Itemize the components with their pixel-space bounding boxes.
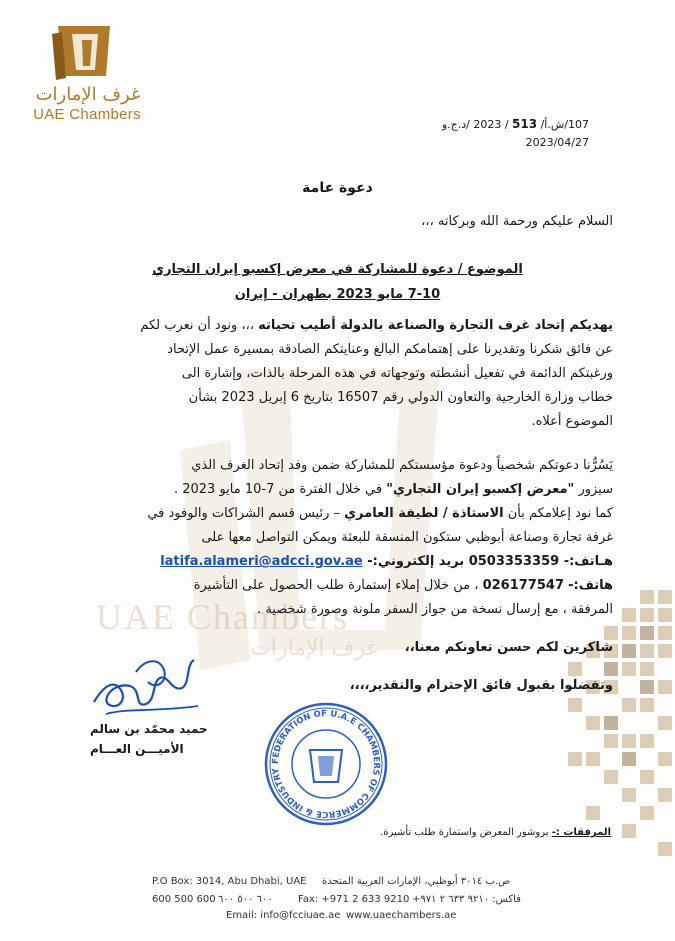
paragraph-1-line-4: خطاب وزارة الخارجية والتعاون الدولي رقم 16507 بتاريخ 6 إبريل 2023 بشأن bbox=[188, 390, 613, 405]
signer-name: حميد محمّد بن سالم bbox=[90, 722, 208, 736]
thanks-line: شاكرين لكم حسن تعاونكم معنا،، bbox=[404, 640, 613, 655]
logo-arabic-name: غرف الإمارات bbox=[35, 84, 141, 105]
reference-suffix: / 2023 /د.ج.و bbox=[441, 118, 509, 131]
paragraph-2-line-4: غرفة تجارة وصناعة أبوظبي ستكون المنسقة للبعثة ويمكن التواصل معها على bbox=[201, 530, 613, 545]
reference-main-number: 513 bbox=[512, 117, 538, 131]
paragraph-1-line-3: ورغبتكم الدائمة في تفعيل أنشطته وتوجهاته في هذه المرحلة بالذات، وإشارة الى bbox=[181, 366, 613, 381]
paragraph-2-text-d: – رئيس قسم الشراكات والوفود في bbox=[147, 506, 345, 521]
subject-line-2: 7-10 مايو 2023 بطهران - إيران bbox=[234, 287, 441, 302]
paragraph-2-text-a: سيزور bbox=[574, 482, 613, 497]
second-phone: 026177547 bbox=[482, 578, 564, 593]
paragraph-1-rest-text: ،،، ونود أن نعرب لكم bbox=[140, 318, 259, 333]
reference-number bbox=[442, 117, 589, 131]
footer-fax: Fax: +971 2 633 9210 bbox=[298, 894, 410, 905]
footer-email[interactable]: Email: info@fcciuae.ae bbox=[226, 910, 341, 921]
contact-email-link[interactable]: latifa.alameri@adcci.gov.ae bbox=[160, 554, 363, 569]
paragraph-3-line-2: المرفقة ، مع إرسال نسخة من جواز السفر ملونة وصورة شخصية . bbox=[256, 602, 613, 617]
subject-line-1: الموضوع / دعوة للمشاركة في معرض إكسبو إيران التجاري bbox=[152, 262, 523, 277]
second-phone-label: هاتف:- bbox=[568, 578, 613, 593]
decorative-squares-icon bbox=[560, 590, 675, 860]
paragraph-1-line-2: عن فائق شكرنا وتقديرنا على إهتمامكم البالغ وعنايتكم الصادقة بمسيرة عمل الإتحاد bbox=[167, 342, 613, 357]
logo-english-name: UAE Chambers bbox=[33, 106, 141, 123]
attachments-label: المرفقات :- bbox=[551, 827, 611, 838]
federation-stamp-icon bbox=[262, 700, 390, 828]
attachments-line bbox=[380, 827, 611, 838]
closing-line: وتفضلوا بقبول فائق الإحترام والتقدير،،،، bbox=[349, 678, 613, 693]
watermark-text: UAE Chambers bbox=[96, 597, 349, 637]
letter-date: 2023/04/27 bbox=[525, 136, 589, 149]
reference-prefix: 107/ش.أ/ bbox=[540, 118, 589, 131]
coordinator-name: الاستاذة / لطيفة العامري bbox=[344, 506, 504, 521]
paragraph-3-line-1 bbox=[194, 578, 613, 593]
uae-chambers-logo-icon bbox=[52, 20, 116, 80]
footer-address-ar: ص.ب ٣٠١٤ أبوظبي، الإمارات العربية المتحدة bbox=[322, 876, 511, 887]
paragraph-2-line-2 bbox=[174, 482, 613, 497]
attachments-text: بروشور المعرض واستمارة طلب تأشيرة. bbox=[380, 827, 549, 838]
footer-address-en: P.O Box: 3014, Abu Dhabi, UAE bbox=[152, 876, 307, 887]
footer-fax-ar: فاكس: ٩٢١٠ ٦٣٣ ٢ ٩٧١+ bbox=[412, 894, 521, 905]
stamp-english-ring: FEDERATION OF U.A.E CHAMBERS OF COMMERCE & INDUSTRY bbox=[270, 708, 382, 820]
signature-icon bbox=[86, 652, 206, 722]
paragraph-1-line-5: الموضوع أعلاه. bbox=[531, 414, 613, 429]
uae-chambers-logo bbox=[18, 14, 148, 124]
letter-title: دعوة عامة bbox=[302, 180, 373, 196]
event-name: "معرض إكسبو إيران التجاري" bbox=[386, 482, 575, 497]
contact-phone: 0503353359 bbox=[468, 554, 560, 569]
paragraph-2-text-b: في خلال الفترة من 7-10 مايو 2023 . bbox=[173, 482, 387, 497]
watermark-arabic-text: غرف الإمارات bbox=[250, 636, 379, 661]
footer-website[interactable]: www.uaechambers.ae bbox=[346, 910, 457, 921]
paragraph-2-text-c: كما نود إعلامكم بأن bbox=[503, 506, 613, 521]
paragraph-2-line-1: يَسُرُّنا دعوتكم شخصياً ودعوة مؤسستكم للمشاركة ضمن وفد إتحاد الغرف الذي bbox=[191, 458, 613, 473]
paragraph-1-bold-text: يهديكم إتحاد غرف التجارة والصناعة بالدولة أطيب تحياته bbox=[258, 318, 613, 333]
contact-email-label: بريد إلكتروني:- bbox=[367, 554, 465, 569]
footer-phone-ar: ٦٠٠ ٥٠٠ ٦٠٠ bbox=[218, 894, 273, 905]
paragraph-3-rest-text: ، من خلال إملاء إستمارة طلب الحصول على التأشيرة bbox=[193, 578, 483, 593]
signer-title: الأميـــن العـــام bbox=[90, 742, 184, 756]
footer-phone: 600 500 600 bbox=[152, 894, 216, 905]
paragraph-2-line-3 bbox=[147, 506, 613, 521]
greeting-line: السلام عليكم ورحمة الله وبركاته ،،، bbox=[421, 214, 613, 229]
contact-line bbox=[160, 554, 613, 569]
paragraph-1-line-1 bbox=[140, 318, 613, 333]
contact-phone-label: هـاتف:- bbox=[563, 554, 613, 569]
